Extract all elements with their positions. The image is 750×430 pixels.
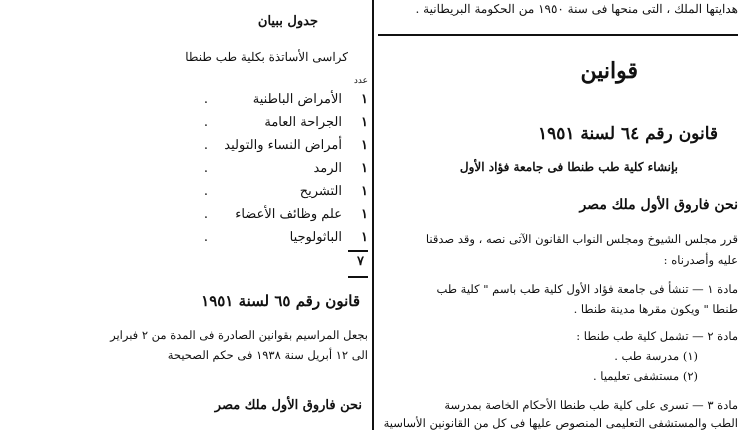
row-dots: . <box>203 138 208 153</box>
law-subtitle: بإنشاء كلية طب طنطا فى جامعة فؤاد الأول <box>459 160 678 174</box>
table-row <box>140 207 368 229</box>
count-header: عدد <box>353 76 368 86</box>
law-title: قانون رقم ٦٤ لسنة ١٩٥١ <box>537 124 718 144</box>
table-row <box>140 138 368 160</box>
article-2-item-2: (٢) مستشفى تعليميا . <box>593 369 698 383</box>
row-subject: الأمراض الباطنية <box>252 92 342 107</box>
top-rule <box>378 34 738 36</box>
article-2-item-1: (١) مدرسة طب . <box>614 349 698 363</box>
king-line-2: نحن فاروق الأول ملك مصر <box>214 398 362 413</box>
law-2-subtitle-line-1: بجعل المراسيم بقوانين الصادرة فى المدة من ٢ فبراير <box>110 328 368 342</box>
article-1-line-1: مادة ١ — تنشأ فى جامعة فؤاد الأول كلية طب باسم " كلية طب <box>436 282 738 296</box>
row-dots: . <box>203 115 208 130</box>
total-rule <box>348 250 368 252</box>
preamble-line-1: قرر مجلس الشيوخ ومجلس النواب القانون الآتى نصه ، وقد صدقنا <box>425 232 738 246</box>
king-line: نحن فاروق الأول ملك مصر <box>579 197 738 213</box>
table-row <box>140 184 368 206</box>
top-fragment-text: هدايتها الملك ، التى منحها فى سنة ١٩٥٠ من الحكومة البريطانية . <box>415 2 738 16</box>
article-3-line-2: الطب والمستشفى التعليمى المنصوص عليها فى كل من القانونين الأساسية <box>383 416 738 430</box>
row-subject: التشريح <box>299 184 342 199</box>
table-row <box>140 161 368 183</box>
left-column <box>110 0 368 430</box>
total-count: ٧ <box>357 254 364 269</box>
row-subject: علم وظائف الأعضاء <box>235 207 342 222</box>
row-count: ١ <box>361 115 368 130</box>
preamble-line-2: عليه وأصدرناه : <box>663 253 738 267</box>
row-subject: الباثولوجيا <box>289 230 342 245</box>
row-count: ١ <box>361 230 368 245</box>
row-dots: . <box>203 92 208 107</box>
row-count: ١ <box>361 161 368 176</box>
table-subtitle: كراسى الأساتذة بكلية طب طنطا <box>185 50 348 64</box>
row-dots: . <box>203 230 208 245</box>
article-3-line-1: مادة ٣ — تسرى على كلية طب طنطا الأحكام الخاصة بمدرسة <box>444 398 738 412</box>
row-count: ١ <box>361 92 368 107</box>
row-subject: الجراحة العامة <box>264 115 342 130</box>
column-divider <box>372 0 374 430</box>
row-subject: الرمد <box>313 161 342 176</box>
row-count: ١ <box>361 207 368 222</box>
article-1-line-2: طنطا " ويكون مقرها مدينة طنطا . <box>573 302 738 316</box>
table-row <box>140 92 368 114</box>
table-title: جدول ببيان <box>257 14 318 29</box>
row-subject: أمراض النساء والتوليد <box>224 138 342 153</box>
law-2-title: قانون رقم ٦٥ لسنة ١٩٥١ <box>201 292 360 310</box>
total-rule-bottom <box>348 276 368 278</box>
article-2: مادة ٢ — تشمل كلية طب طنطا : <box>576 329 738 343</box>
table-row <box>140 115 368 137</box>
row-dots: . <box>203 161 208 176</box>
row-dots: . <box>203 184 208 199</box>
row-count: ١ <box>361 184 368 199</box>
row-count: ١ <box>361 138 368 153</box>
table-row <box>140 230 368 252</box>
section-title: قوانين <box>580 58 638 84</box>
law-2-subtitle-line-2: الى ١٢ أبريل سنة ١٩٣٨ فى حكم الصحيحة <box>167 348 368 362</box>
row-dots: . <box>203 207 208 222</box>
right-column <box>378 0 738 430</box>
